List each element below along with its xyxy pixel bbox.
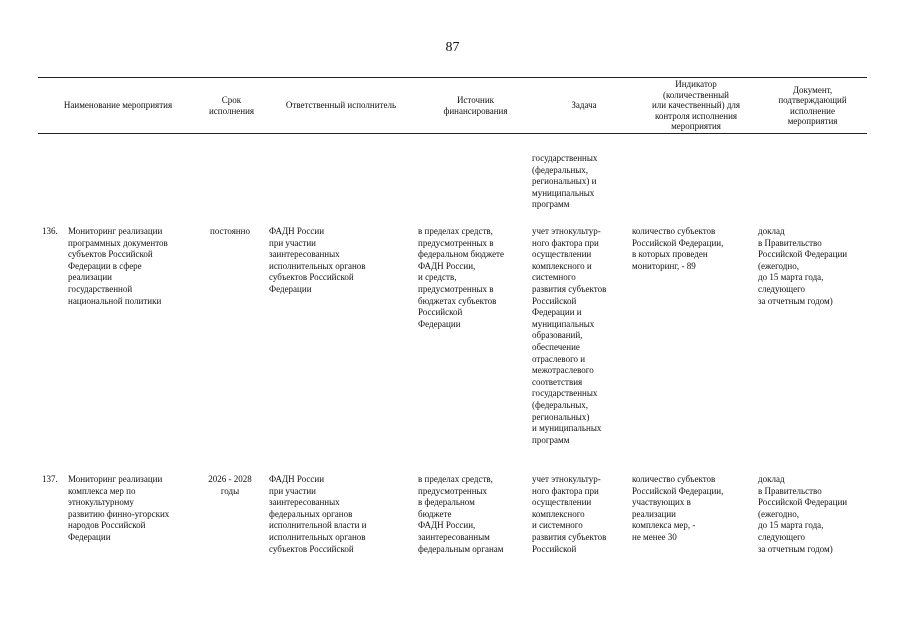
row-executor: ФАДН России при участии заинтересованных исполнительных органов субъектов Российской Федерации — [269, 226, 366, 294]
row-event-name: Мониторинг реализации комплекса мер по этнокультурному развитию финно-угорских народов Российской Федерации — [68, 474, 170, 542]
row-number: 137. — [42, 474, 58, 484]
header-document: Документ, подтверждающий исполнение мероприятия — [778, 84, 847, 126]
row-number: 136. — [42, 226, 58, 236]
row-executor: ФАДН России при участии заинтересованных федеральных органов исполнительной власти и исполнительных органов субъектов Российской — [269, 474, 367, 554]
row-term: постоянно — [210, 226, 250, 236]
continuation-task: государственных (федеральных, региональных) и муниципальных программ — [532, 153, 598, 210]
row-event-name: Мониторинг реализации программных документов субъектов Российской Федерации в сфере реализации государственной национальной политики — [68, 226, 168, 306]
header-financing: Источник финансирования — [443, 95, 508, 116]
header-term: Срок исполнения — [208, 95, 255, 116]
row-indicator: количество субъектов Российской Федерации, участвующих в реализации комплекса мер, - не менее 30 — [632, 474, 724, 542]
table-header — [38, 78, 867, 133]
page-number: 87 — [445, 40, 460, 55]
header-task: Задача — [571, 100, 597, 111]
row-indicator: количество субъектов Российской Федерации, в которых проведен мониторинг, - 89 — [632, 226, 724, 271]
table-header-bottom-border — [38, 133, 867, 134]
header-executor: Ответственный исполнитель — [285, 100, 397, 111]
header-indicator: Индикатор (количественный или качественный) для контроля исполнения мероприятия — [651, 79, 741, 132]
row-document: доклад в Правительство Российской Федерации (ежегодно, до 15 марта года, следующего за отчетным годом) — [758, 226, 848, 306]
row-financing: в пределах средств, предусмотренных в федеральном бюджете ФАДН России, и средств, предусмотренных в бюджетах субъектов Российской Федерации — [418, 226, 504, 329]
row-task: учет этнокультур- ного фактора при осуществлении комплексного и системного развития субъектов Российской — [532, 474, 607, 554]
header-event-name: Наименование мероприятия — [63, 100, 173, 111]
row-financing: в пределах средств, предусмотренных в федеральном бюджете ФАДН России, заинтересованным федеральным органам — [418, 474, 504, 554]
row-document: доклад в Правительство Российской Федерации (ежегодно, до 15 марта года, следующего за отчетным годом) — [758, 474, 848, 554]
row-term: 2026 - 2028 годы — [208, 474, 252, 496]
row-task: учет этнокультур- ного фактора при осуществлении комплексного и системного развития субъектов Российской Федерации и муниципальных образований, обеспечение отраслевого и межотраслевого соответствия государственных (федеральных, региональных) и муниципальных программ — [532, 226, 607, 445]
